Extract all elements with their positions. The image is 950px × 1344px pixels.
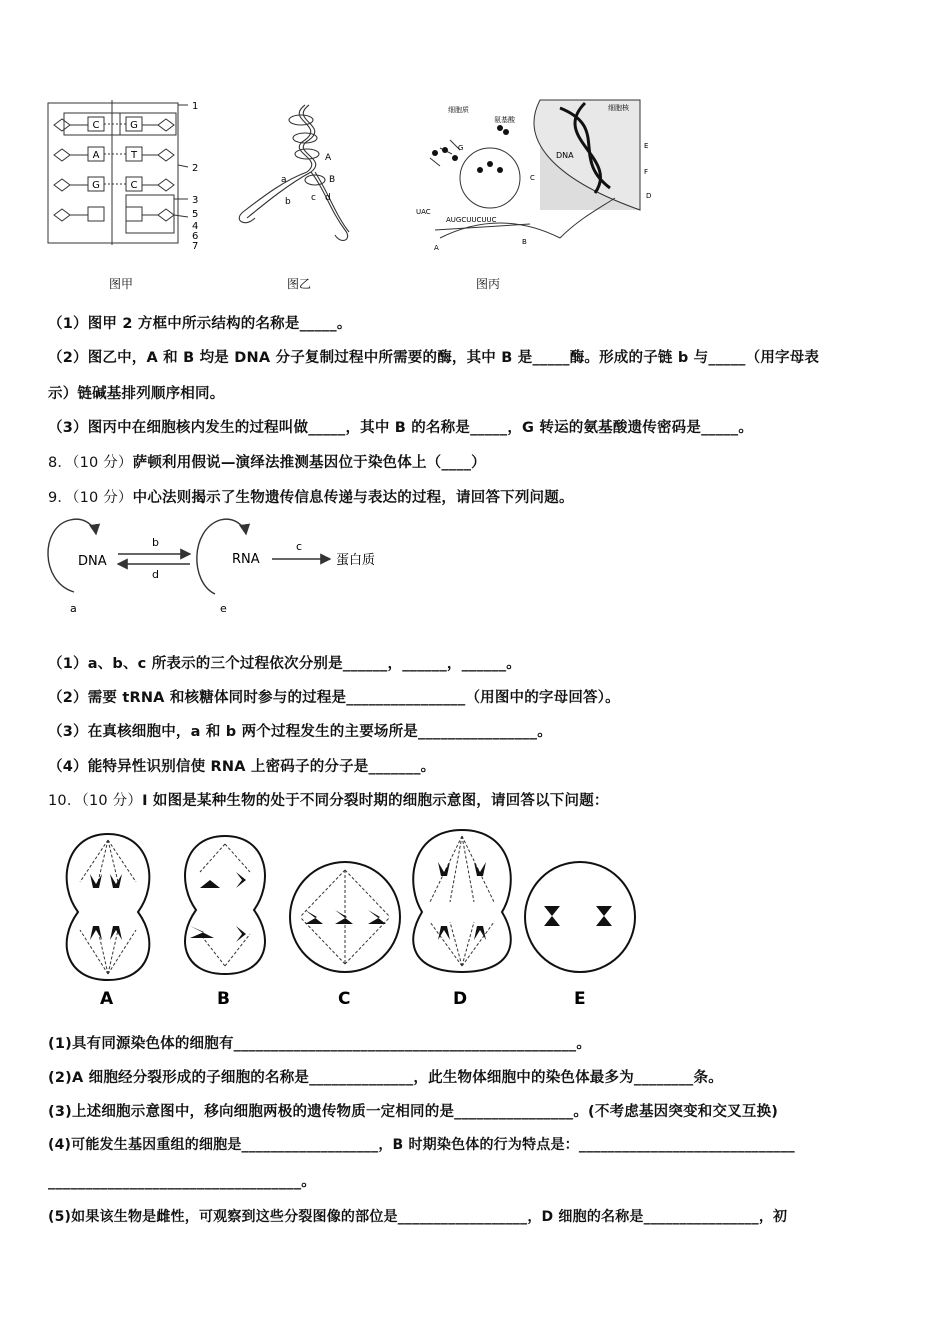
q10-question <box>48 789 609 810</box>
jia-base-right-3: C <box>130 180 138 191</box>
yi-label-c: c <box>311 193 316 203</box>
q10-part-5: (5)如果该生物是雌性，可观察到这些分裂图像的部位是__________________，D 细胞的名称是________________，初 <box>48 1209 788 1225</box>
diagram-protein: 蛋白质 <box>336 553 376 568</box>
bing-label-uac: UAC <box>416 208 431 216</box>
q9-part-1: （1）a、b、c 所表示的三个过程依次分别是______，______，______。 <box>48 656 521 672</box>
jia-number-2: 2 <box>192 163 199 174</box>
jia-base-left-2: A <box>92 150 100 161</box>
q9-number: 9．（10 分） <box>48 490 133 506</box>
bing-label-f: F <box>644 168 649 176</box>
jia-base-left-1: C <box>92 120 100 131</box>
caption-yi: 图乙 <box>287 277 312 291</box>
diagram-dna: DNA <box>78 554 107 569</box>
diagram-label-e: e <box>220 602 227 615</box>
bing-label-d: D <box>646 192 652 200</box>
jia-number-7: 7 <box>192 241 199 252</box>
cell-label-a: A <box>100 989 114 1009</box>
caption-jia: 图甲 <box>109 277 134 291</box>
q7-part-1: （1）图甲 2 方框中所示结构的名称是_____。 <box>48 316 352 332</box>
central-dogma-diagram <box>40 512 400 622</box>
q9-part-3: （3）在真核细胞中，a 和 b 两个过程发生的主要场所是________________。 <box>48 724 552 740</box>
cell-label-c: C <box>338 989 351 1009</box>
cell-label-e: E <box>574 989 586 1009</box>
cell-label-d: D <box>453 989 468 1009</box>
q8-question <box>48 451 486 472</box>
q7-part-2a: （2）图乙中，A 和 B 均是 DNA 分子复制过程中所需要的酶，其中 B 是_____酶。形成的子链 b 与_____（用字母表 <box>48 350 820 366</box>
q9-part-4: （4）能特异性识别信使 RNA 上密码子的分子是_______。 <box>48 759 436 775</box>
yi-label-a: a <box>281 175 287 185</box>
jia-base-right-1: G <box>130 120 138 131</box>
q10-part-1: (1)具有同源染色体的细胞有______________________________________________。 <box>48 1036 592 1052</box>
diagram-label-a: a <box>70 602 77 615</box>
bing-label-cytoplasm: 细胞质 <box>448 106 469 114</box>
bing-label-dna: DNA <box>556 151 574 160</box>
q10-part-3: (3)上述细胞示意图中，移向细胞两极的遗传物质一定相同的是________________。(不考虑基因突变和交叉互换) <box>48 1104 779 1120</box>
cell-label-b: B <box>217 989 230 1009</box>
q10-part-2: (2)A 细胞经分裂形成的子细胞的名称是______________，此生物体细胞中的染色体最多为________条。 <box>48 1070 723 1086</box>
diagram-label-c: c <box>296 540 303 553</box>
yi-label-A: A <box>325 153 332 163</box>
q9-part-2: （2）需要 tRNA 和核糖体同时参与的过程是________________（用图中的字母回答）。 <box>48 690 620 706</box>
jia-base-left-3: G <box>92 180 100 191</box>
q10-part-4b: __________________________________。 <box>48 1174 316 1190</box>
jia-number-1: 1 <box>192 101 199 112</box>
cell-division-figure <box>50 822 650 1012</box>
q8-number: 8．（10 分） <box>48 455 133 471</box>
q10-number: 10．（10 分） <box>48 793 143 809</box>
yi-label-B: B <box>329 175 336 185</box>
q9-text: 中心法则揭示了生物遗传信息传递与表达的过程，请回答下列问题。 <box>132 490 574 506</box>
bing-label-c: C <box>530 174 535 182</box>
jia-number-5: 5 <box>192 209 199 220</box>
caption-bing: 图丙 <box>476 277 501 291</box>
q9-question <box>48 486 574 507</box>
bing-label-e: E <box>644 142 649 150</box>
figure-bing <box>410 98 655 258</box>
bing-label-a: A <box>434 244 439 252</box>
q8-text: 萨顿利用假说—演绎法推测基因位于染色体上（____） <box>132 455 486 471</box>
bing-label-g: G <box>458 144 464 152</box>
jia-base-right-2: T <box>130 150 138 161</box>
figure-jia <box>40 95 210 255</box>
q10-text: I 如图是某种生物的处于不同分裂时期的细胞示意图，请回答以下问题： <box>142 793 609 809</box>
yi-label-b: b <box>285 197 291 207</box>
jia-number-6: 6 <box>192 231 199 242</box>
bing-label-nucleus: 细胞核 <box>608 104 629 112</box>
q10-part-4a: (4)可能发生基因重组的细胞是___________________，B 时期染色体的行为特点是：______________________________ <box>48 1137 795 1153</box>
yi-label-d: d <box>325 193 331 203</box>
bing-label-b: B <box>522 238 527 246</box>
diagram-label-d: d <box>152 568 159 581</box>
diagram-rna: RNA <box>232 552 260 567</box>
jia-number-3: 3 <box>192 195 199 206</box>
q7-part-2b: 示）链碱基排列顺序相同。 <box>48 386 225 402</box>
q7-part-3: （3）图丙中在细胞核内发生的过程叫做_____，其中 B 的名称是_____，G 转运的氨基酸遗传密码是_____。 <box>48 420 754 436</box>
bing-label-mrna: AUGCUUCUUC <box>446 216 497 224</box>
diagram-label-b: b <box>152 536 159 549</box>
figure-yi <box>225 100 375 250</box>
bing-label-amino-acid: 氨基酸 <box>494 116 515 124</box>
jia-number-4: 4 <box>192 221 199 232</box>
